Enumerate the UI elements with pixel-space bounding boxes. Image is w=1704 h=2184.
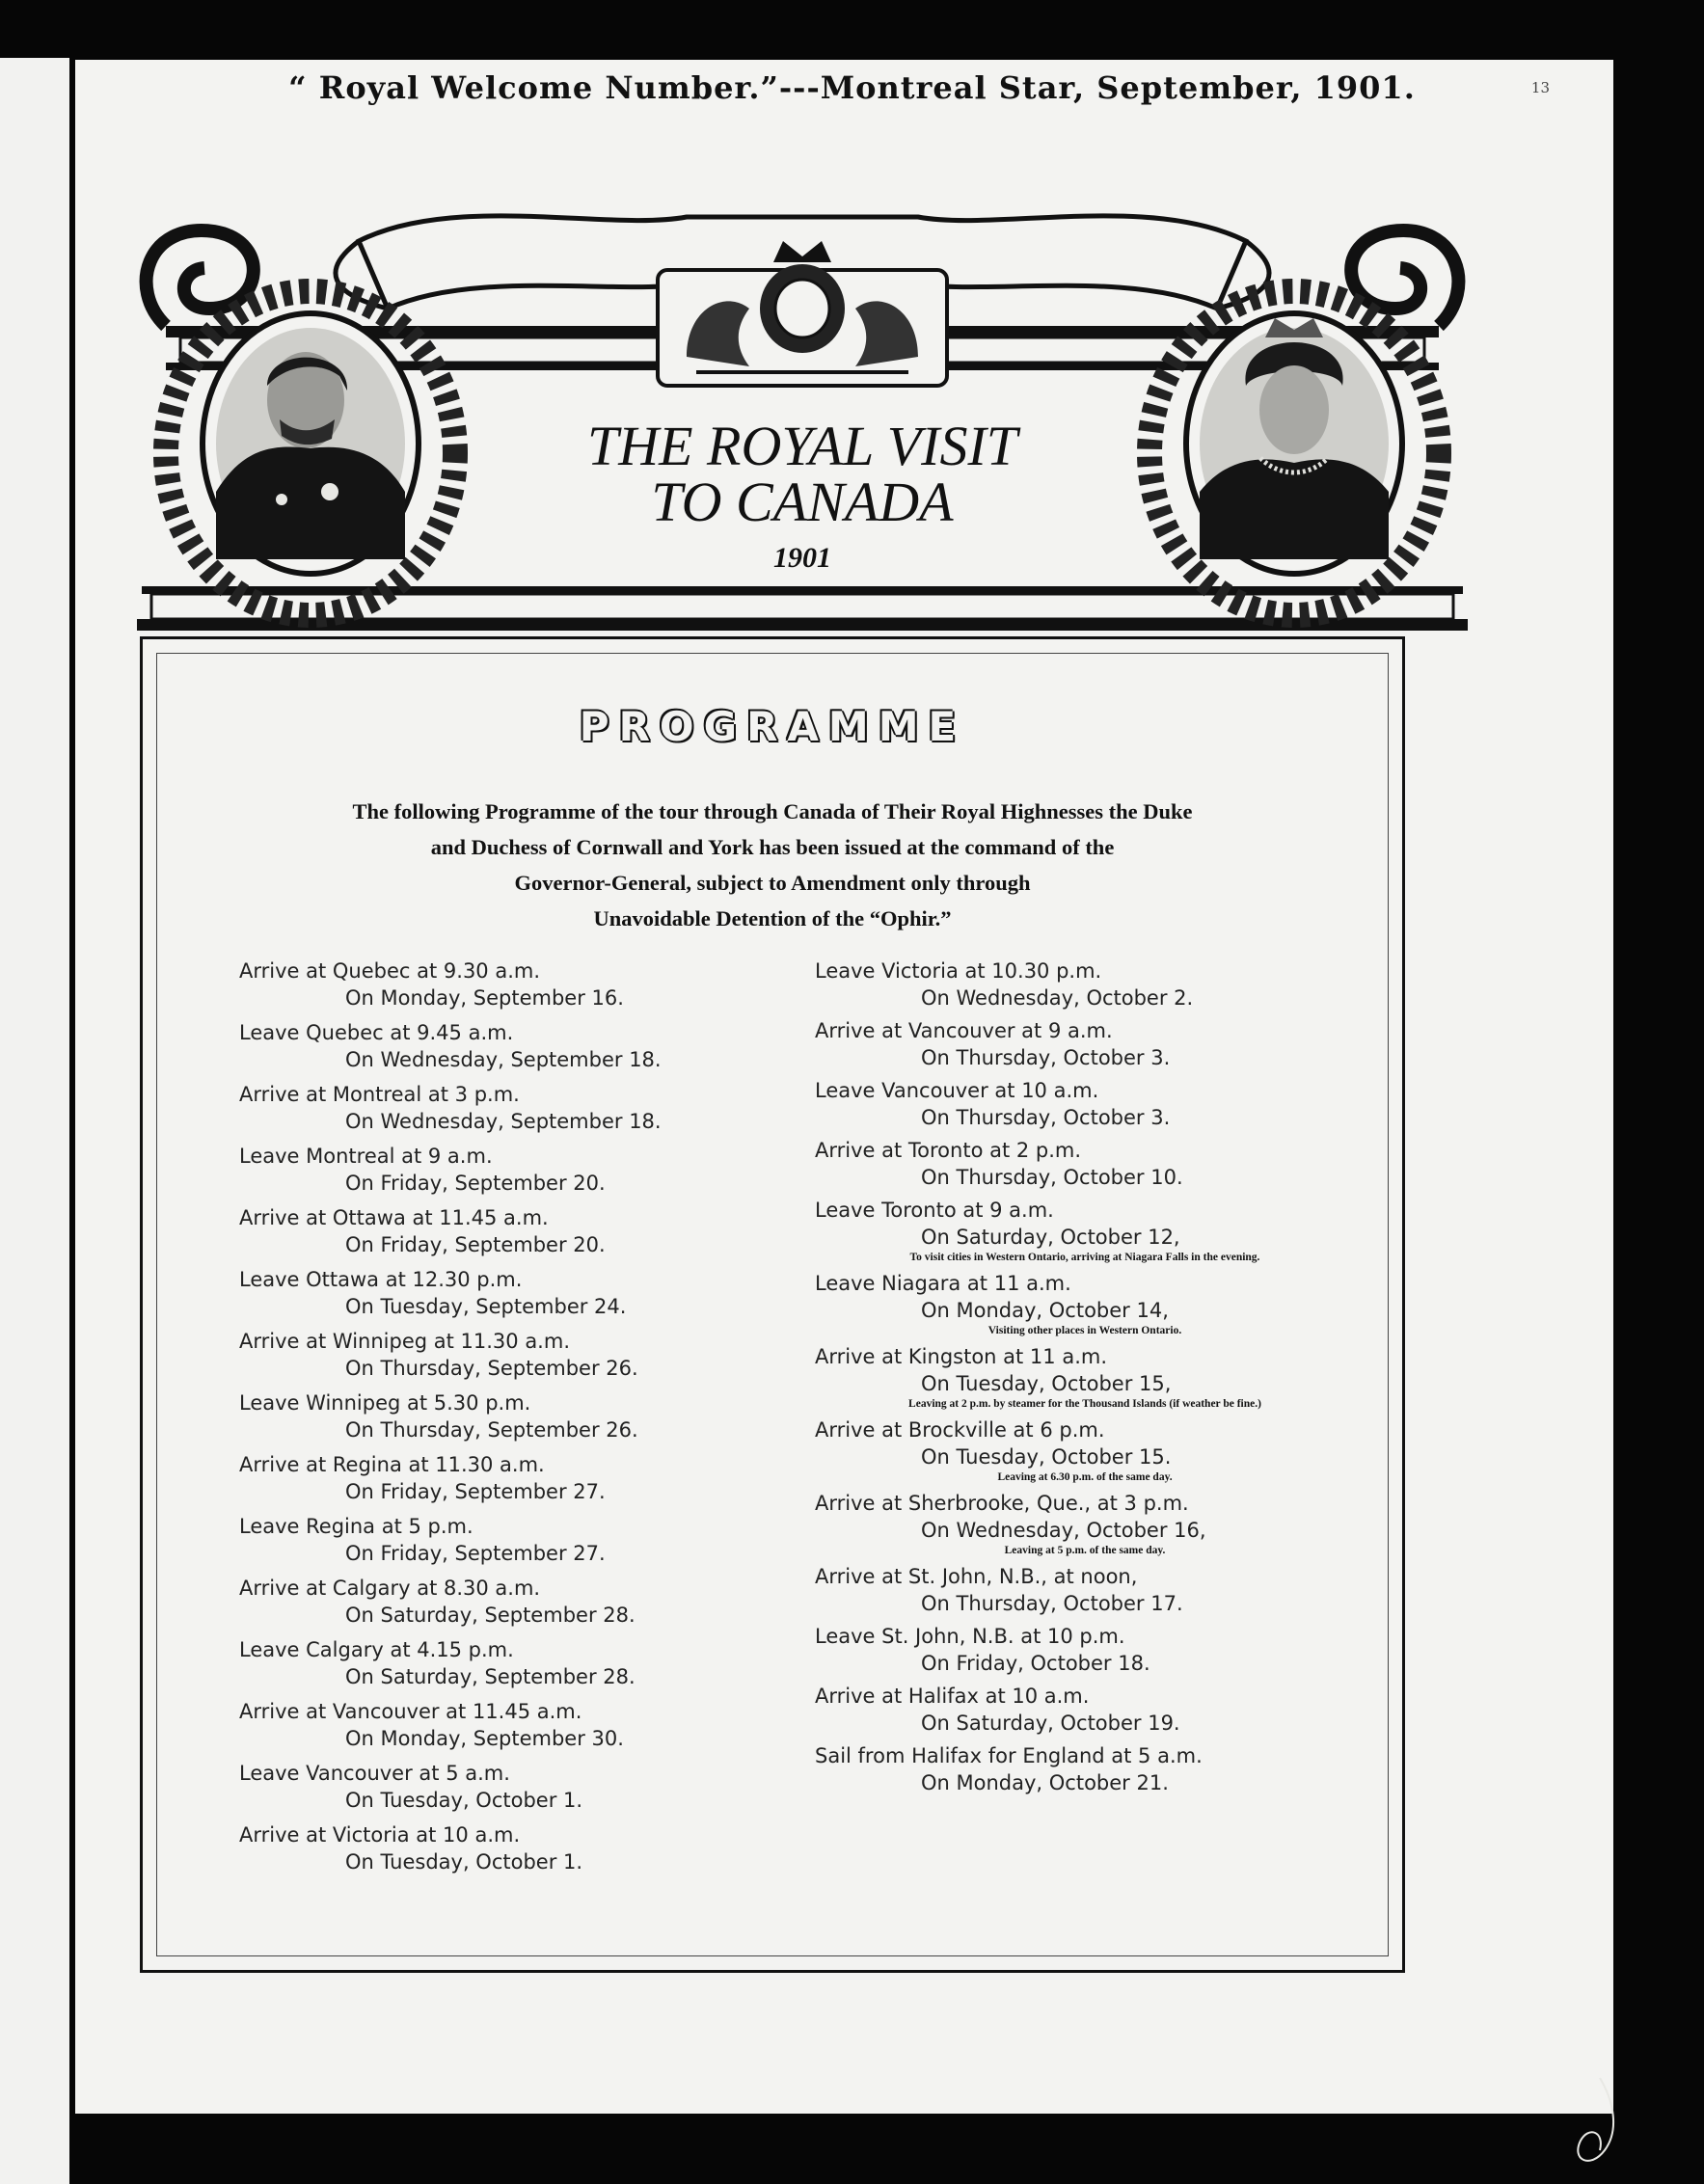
schedule-entry [815, 1270, 1355, 1337]
schedule-entry [815, 1742, 1355, 1796]
entry-event: Arrive at Kingston at 11 a.m. [815, 1345, 1108, 1368]
intro-line: The following Programme of the tour through Canada of Their Royal Highnesses the Duke [352, 799, 1193, 823]
intro-line: Unavoidable Detention of the “Ophir.” [593, 906, 952, 930]
banner-title-line2: TO CANADA [651, 471, 954, 533]
intro-line: Governor-General, subject to Amendment only through [514, 871, 1031, 895]
entry-date: On Saturday, October 12, [921, 1226, 1180, 1249]
schedule-right-column [815, 957, 1355, 1802]
schedule-entry [239, 957, 779, 1011]
entry-date: On Friday, October 18. [921, 1652, 1150, 1675]
entry-note: Visiting other places in Western Ontario. [987, 1325, 1182, 1336]
entry-date: On Thursday, October 3. [921, 1046, 1171, 1069]
schedule-entry [239, 1698, 779, 1752]
entry-event: Sail from Halifax for England at 5 a.m. [815, 1744, 1203, 1767]
entry-date: On Thursday, October 17. [921, 1592, 1183, 1615]
schedule-entry [239, 1636, 779, 1690]
schedule-entry [815, 1197, 1355, 1264]
entry-date: On Saturday, September 28. [345, 1665, 636, 1688]
schedule-entry [239, 1451, 779, 1505]
masthead: “ Royal Welcome Number.”---Montreal Star, September, 1901. [288, 69, 1416, 106]
schedule-entry [815, 1343, 1355, 1411]
entry-event: Arrive at Calgary at 8.30 a.m. [239, 1577, 541, 1600]
entry-note: To visit cities in Western Ontario, arriving at Niagara Falls in the evening. [909, 1252, 1260, 1263]
schedule-entry [815, 957, 1355, 1011]
entry-date: On Wednesday, October 16, [921, 1519, 1206, 1542]
entry-note: Leaving at 2 p.m. by steamer for the Thousand Islands (if weather be fine.) [908, 1398, 1261, 1410]
schedule-entry [815, 1563, 1355, 1617]
entry-event: Arrive at St. John, N.B., at noon, [815, 1565, 1138, 1588]
entry-event: Leave Victoria at 10.30 p.m. [815, 959, 1102, 983]
schedule-entry [239, 1019, 779, 1073]
entry-note: Leaving at 5 p.m. of the same day. [1004, 1545, 1166, 1556]
entry-date: On Friday, September 20. [345, 1172, 606, 1195]
entry-event: Arrive at Victoria at 10 a.m. [239, 1823, 521, 1847]
entry-event: Leave Calgary at 4.15 p.m. [239, 1638, 514, 1661]
entry-date: On Saturday, September 28. [345, 1604, 636, 1627]
entry-event: Arrive at Montreal at 3 p.m. [239, 1083, 520, 1106]
entry-date: On Friday, September 20. [345, 1233, 606, 1256]
schedule-entry [815, 1017, 1355, 1071]
entry-date: On Monday, October 14, [921, 1299, 1169, 1322]
entry-event: Arrive at Brockville at 6 p.m. [815, 1418, 1105, 1442]
entry-event: Leave Quebec at 9.45 a.m. [239, 1021, 514, 1044]
entry-event: Arrive at Quebec at 9.30 a.m. [239, 959, 541, 983]
entry-date: On Thursday, October 10. [921, 1166, 1183, 1189]
entry-date: On Thursday, September 26. [345, 1418, 638, 1442]
schedule-entry [815, 1077, 1355, 1131]
banner-year: 1901 [773, 542, 831, 574]
programme-intro [201, 794, 1344, 936]
entry-date: On Tuesday, September 24. [345, 1295, 627, 1318]
schedule-entry [815, 1683, 1355, 1737]
entry-date: On Wednesday, September 18. [345, 1048, 662, 1071]
facing-page-edge [0, 58, 69, 2184]
entry-date: On Saturday, October 19. [921, 1712, 1180, 1735]
duke-portrait [216, 328, 405, 559]
entry-date: On Thursday, September 26. [345, 1357, 638, 1380]
entry-event: Leave Vancouver at 5 a.m. [239, 1762, 510, 1785]
entry-event: Leave Montreal at 9 a.m. [239, 1145, 493, 1168]
entry-event: Arrive at Winnipeg at 11.30 a.m. [239, 1330, 570, 1353]
schedule-entry [815, 1416, 1355, 1484]
schedule-entry [239, 1081, 779, 1135]
banner-title-line1: THE ROYAL VISIT [586, 415, 1018, 477]
entry-date: On Wednesday, October 2. [921, 986, 1194, 1010]
schedule-entry [239, 1760, 779, 1814]
entry-date: On Monday, October 21. [921, 1771, 1169, 1794]
schedule-entry [239, 1575, 779, 1629]
entry-date: On Tuesday, October 15, [921, 1372, 1172, 1395]
entry-event: Arrive at Ottawa at 11.45 a.m. [239, 1206, 549, 1229]
entry-event: Arrive at Vancouver at 9 a.m. [815, 1019, 1113, 1042]
entry-date: On Tuesday, October 1. [345, 1789, 583, 1812]
schedule-left-column [239, 957, 779, 1883]
entry-event: Arrive at Regina at 11.30 a.m. [239, 1453, 545, 1476]
entry-date: On Friday, September 27. [345, 1542, 606, 1565]
schedule-entry [815, 1137, 1355, 1191]
schedule-entry [239, 1513, 779, 1567]
schedule-entry [239, 1389, 779, 1443]
programme-frame [140, 636, 1405, 1973]
entry-event: Leave Vancouver at 10 a.m. [815, 1079, 1099, 1102]
entry-event: Arrive at Halifax at 10 a.m. [815, 1685, 1090, 1708]
entry-event: Leave St. John, N.B. at 10 p.m. [815, 1625, 1125, 1648]
entry-date: On Wednesday, September 18. [345, 1110, 662, 1133]
entry-event: Leave Regina at 5 p.m. [239, 1515, 473, 1538]
entry-note: Leaving at 6.30 p.m. of the same day. [997, 1471, 1173, 1483]
entry-date: On Monday, September 16. [345, 986, 624, 1010]
entry-event: Arrive at Sherbrooke, Que., at 3 p.m. [815, 1492, 1189, 1515]
schedule-entry [239, 1328, 779, 1382]
schedule-entry [239, 1204, 779, 1258]
entry-event: Arrive at Toronto at 2 p.m. [815, 1139, 1082, 1162]
entry-date: On Tuesday, October 15. [921, 1445, 1172, 1469]
entry-event: Leave Ottawa at 12.30 p.m. [239, 1268, 523, 1291]
entry-event: Arrive at Vancouver at 11.45 a.m. [239, 1700, 582, 1723]
entry-event: Leave Toronto at 9 a.m. [815, 1199, 1054, 1222]
entry-date: On Monday, September 30. [345, 1727, 624, 1750]
schedule-entry [239, 1821, 779, 1875]
programme-heading: PROGRAMME [579, 703, 966, 750]
schedule-entry [815, 1623, 1355, 1677]
schedule-entry [239, 1266, 779, 1320]
entry-date: On Tuesday, October 1. [345, 1850, 583, 1874]
intro-line: and Duchess of Cornwall and York has been issued at the command of the [430, 835, 1115, 859]
page-number: 13 [1530, 79, 1550, 96]
schedule-entry [815, 1490, 1355, 1557]
entry-event: Leave Winnipeg at 5.30 p.m. [239, 1391, 531, 1415]
entry-date: On Thursday, October 3. [921, 1106, 1171, 1129]
entry-date: On Friday, September 27. [345, 1480, 606, 1503]
entry-event: Leave Niagara at 11 a.m. [815, 1272, 1071, 1295]
royal-visit-banner [108, 202, 1497, 646]
page-curl-mark [1561, 2073, 1629, 2179]
schedule-entry [239, 1143, 779, 1197]
